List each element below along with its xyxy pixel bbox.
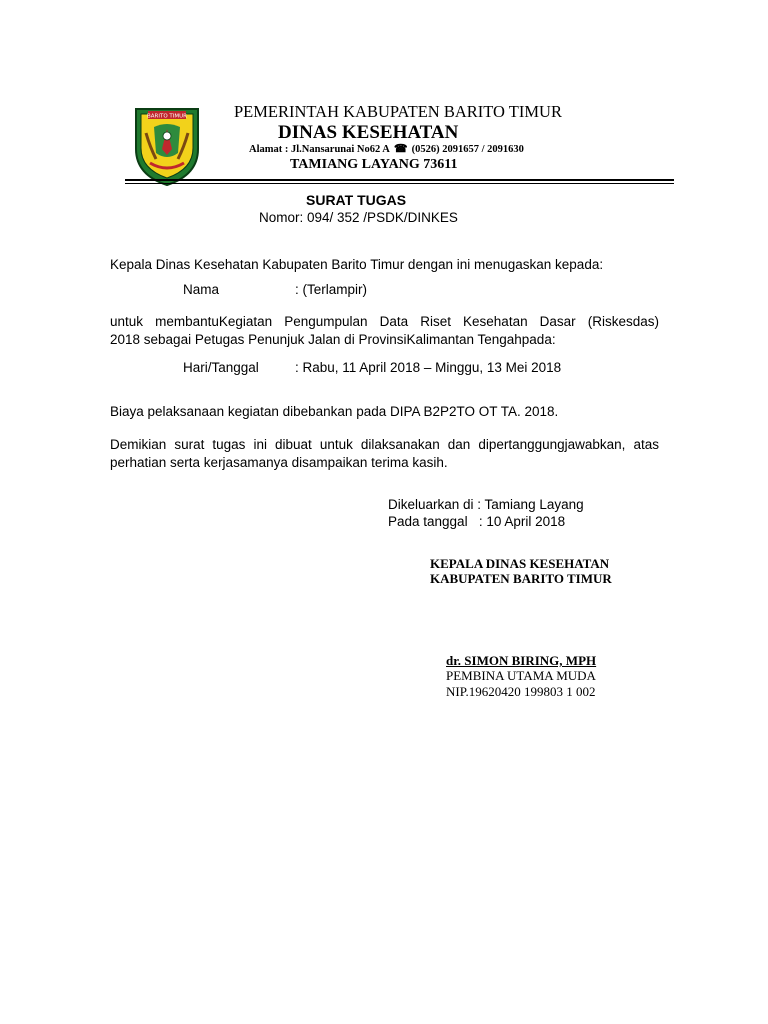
closing-paragraph <box>110 436 659 472</box>
city-postal: TAMIANG LAYANG 73611 <box>290 157 458 172</box>
closing-line-1: Demikian surat tugas ini dibuat untuk dilaksanakan dan dipertanggungjawabkan, atas <box>110 437 659 452</box>
name-label: Nama <box>183 282 220 297</box>
logo-text: BARITO TIMUR <box>147 113 187 120</box>
barito-timur-emblem-logo <box>132 103 202 187</box>
closing-line-2: perhatian serta kerjasamanya disampaikan terima kasih. <box>110 455 448 470</box>
intro-paragraph: Kepala Dinas Kesehatan Kabupaten Barito Timur dengan ini menugaskan kepada: <box>110 257 604 272</box>
address-text: Alamat : Jl.Nansarunai No62 A <box>249 144 390 155</box>
signatory-nip: NIP.19620420 199803 1 002 <box>446 684 596 699</box>
issued-date: Pada tanggal : 10 April 2018 <box>388 514 566 529</box>
signatory-rank: PEMBINA UTAMA MUDA <box>446 668 596 683</box>
phone-numbers: (0526) 2091657 / 2091630 <box>411 144 524 155</box>
letterhead-divider-thin <box>125 183 674 184</box>
letterhead-divider-thick <box>125 179 674 181</box>
name-value: : (Terlampir) <box>295 282 368 297</box>
agency-name: DINAS KESEHATAN <box>278 122 459 143</box>
document-number: Nomor: 094/ 352 /PSDK/DINKES <box>259 210 458 225</box>
issued-place: Dikeluarkan di : Tamiang Layang <box>388 497 584 512</box>
purpose-line-1: untuk membantuKegiatan Pengumpulan Data Riset Kesehatan Dasar (Riskesdas) <box>110 314 659 329</box>
date-value: : Rabu, 11 April 2018 – Minggu, 13 Mei 2018 <box>295 360 562 375</box>
signatory-name: dr. SIMON BIRING, MPH <box>446 653 597 668</box>
address-line <box>249 142 524 155</box>
cost-paragraph: Biaya pelaksanaan kegiatan dibebankan pada DIPA B2P2TO OT TA. 2018. <box>110 404 559 419</box>
signatory-position-line-1: KEPALA DINAS KESEHATAN <box>430 556 610 571</box>
date-label: Hari/Tanggal <box>183 360 259 375</box>
purpose-line-2: 2018 sebagai Petugas Penunjuk Jalan di ProvinsiKalimantan Tengahpada: <box>110 332 556 347</box>
phone-icon: ☎ <box>393 143 408 155</box>
signatory-position-line-2: KABUPATEN BARITO TIMUR <box>430 571 612 586</box>
government-name: PEMERINTAH KABUPATEN BARITO TIMUR <box>234 102 562 121</box>
document-title: SURAT TUGAS <box>306 192 407 208</box>
purpose-paragraph <box>110 313 659 349</box>
